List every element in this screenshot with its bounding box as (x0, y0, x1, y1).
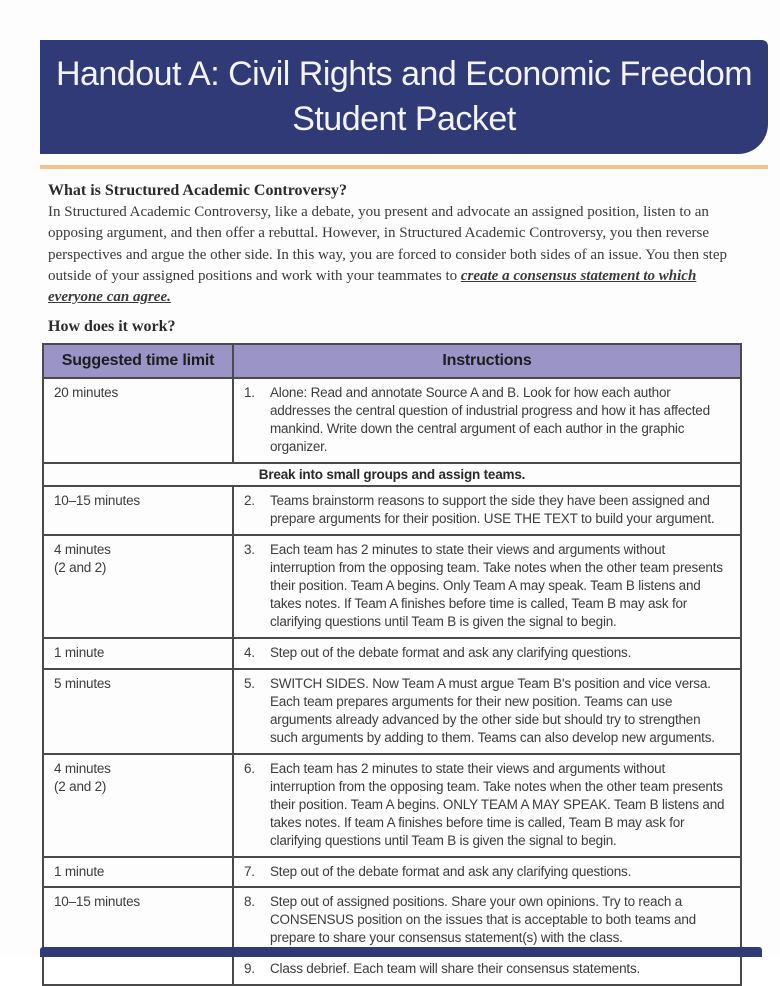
time-subtext: (2 and 2) (54, 778, 107, 794)
how-it-works-heading: How does it work? (48, 318, 176, 336)
table-header-row (43, 344, 741, 378)
time-cell (43, 486, 233, 535)
instruction-cell (233, 378, 741, 463)
step-number: 1. (244, 385, 255, 401)
step-number: 6. (244, 760, 255, 776)
table-divider-row (43, 463, 741, 486)
time-cell (43, 535, 233, 638)
step-text: Class debrief. Each team will share their consensus statements. (270, 961, 641, 977)
instruction-cell (233, 954, 741, 985)
page-content (48, 182, 742, 986)
step-number: 4. (244, 644, 255, 660)
time-text: 4 minutes (54, 542, 111, 558)
step-number: 3. (244, 542, 255, 558)
step-text: SWITCH SIDES. Now Team A must argue Team B's position and vice versa. Each team prepares arguments for their new position. Teams can use arguments already advanced by the other side but should try to strengthen such arguments by adding to them. Teams can also develop new arguments. (270, 675, 715, 745)
intro-body-text: In Structured Academic Controversy, like a debate, you present and advocate an assigned position, listen to an opposing argument, and then offer a rebuttal. However, in Structured Academic Controversy, you then reverse perspectives and argue the other side. In this way, you are forced to consider both sides of an issue. You then step outside of your assigned positions and work with your teammates to (48, 204, 728, 284)
table-row (43, 754, 741, 857)
consensus-emphasis-text: create a consensus statement to which everyone can agree. (48, 267, 697, 306)
instruction-cell (233, 887, 741, 954)
table-row (43, 486, 741, 535)
instruction-cell (233, 638, 741, 669)
intro-heading: What is Structured Academic Controversy? (48, 182, 347, 199)
time-cell (43, 887, 233, 954)
step-number: 5. (244, 675, 255, 691)
step-text: Alone: Read and annotate Source A and B. Look for how each author addresses the central question of industrial progress and how it has affected mankind. Write down the central argument of each author in the graphic organizer. (270, 385, 710, 455)
header-instructions: Instructions (233, 344, 741, 378)
next-section-banner-cutoff (40, 947, 762, 957)
page-title: Handout A: Civil Rights and Economic Freedom Student Packet (55, 55, 753, 138)
instruction-cell (233, 857, 741, 888)
step-text: Each team has 2 minutes to state their views and arguments without interruption from the opposing team. Take notes when the other team presents their position. Team A begins. Only Team A may speak. Team B listens and takes notes. If Team A finishes before time is called, Team B may ask for clarifying questions until Team B is given the signal to begin. (270, 542, 723, 630)
time-text: 10–15 minutes (54, 493, 140, 509)
time-cell (43, 754, 233, 857)
instruction-cell (233, 486, 741, 535)
divider-text: Break into small groups and assign teams. (43, 463, 741, 486)
time-text: 1 minute (54, 863, 105, 879)
time-cell (43, 669, 233, 754)
header-suggested-time-limit: Suggested time limit (43, 344, 233, 378)
title-banner (40, 40, 768, 154)
table-row (43, 887, 741, 954)
table-row (43, 378, 741, 463)
step-number: 9. (244, 961, 255, 977)
step-text: Step out of the debate format and ask any clarifying questions. (270, 644, 632, 660)
instruction-cell (233, 535, 741, 638)
step-number: 7. (244, 863, 255, 879)
time-cell (43, 638, 233, 669)
time-cell (43, 857, 233, 888)
time-text: 20 minutes (54, 385, 119, 401)
intro-paragraph (48, 202, 742, 308)
time-cell (43, 954, 233, 985)
time-cell (43, 378, 233, 463)
table-row (43, 535, 741, 638)
step-text: Step out of assigned positions. Share your own opinions. Try to reach a CONSENSUS position on the issues that is acceptable to both teams and prepare to share your consensus statement(s) with the class. (270, 894, 696, 946)
orange-divider-rule (40, 165, 768, 169)
instruction-cell (233, 754, 741, 857)
table-row (43, 669, 741, 754)
instructions-table (42, 343, 742, 986)
time-text: 4 minutes (54, 760, 111, 776)
table-row (43, 954, 741, 985)
instruction-cell (233, 669, 741, 754)
time-text: 5 minutes (54, 675, 111, 691)
time-text: 10–15 minutes (54, 894, 140, 910)
time-subtext: (2 and 2) (54, 560, 107, 576)
step-number: 2. (244, 493, 255, 509)
step-text: Each team has 2 minutes to state their views and arguments without interruption from the opposing team. Take notes when the other team presents their position. Team A begins. ONLY TEAM A MAY SPEAK. Team B listens and takes notes. If team A finishes before time is called, Team B may ask for clarifying questions until Team B is given the signal to begin. (270, 760, 725, 848)
table-row (43, 857, 741, 888)
time-text: 1 minute (54, 644, 105, 660)
step-text: Step out of the debate format and ask any clarifying questions. (270, 863, 632, 879)
step-number: 8. (244, 894, 255, 910)
step-text: Teams brainstorm reasons to support the side they have been assigned and prepare arguments for their position. USE THE TEXT to build your argument. (270, 493, 715, 527)
table-row (43, 638, 741, 669)
